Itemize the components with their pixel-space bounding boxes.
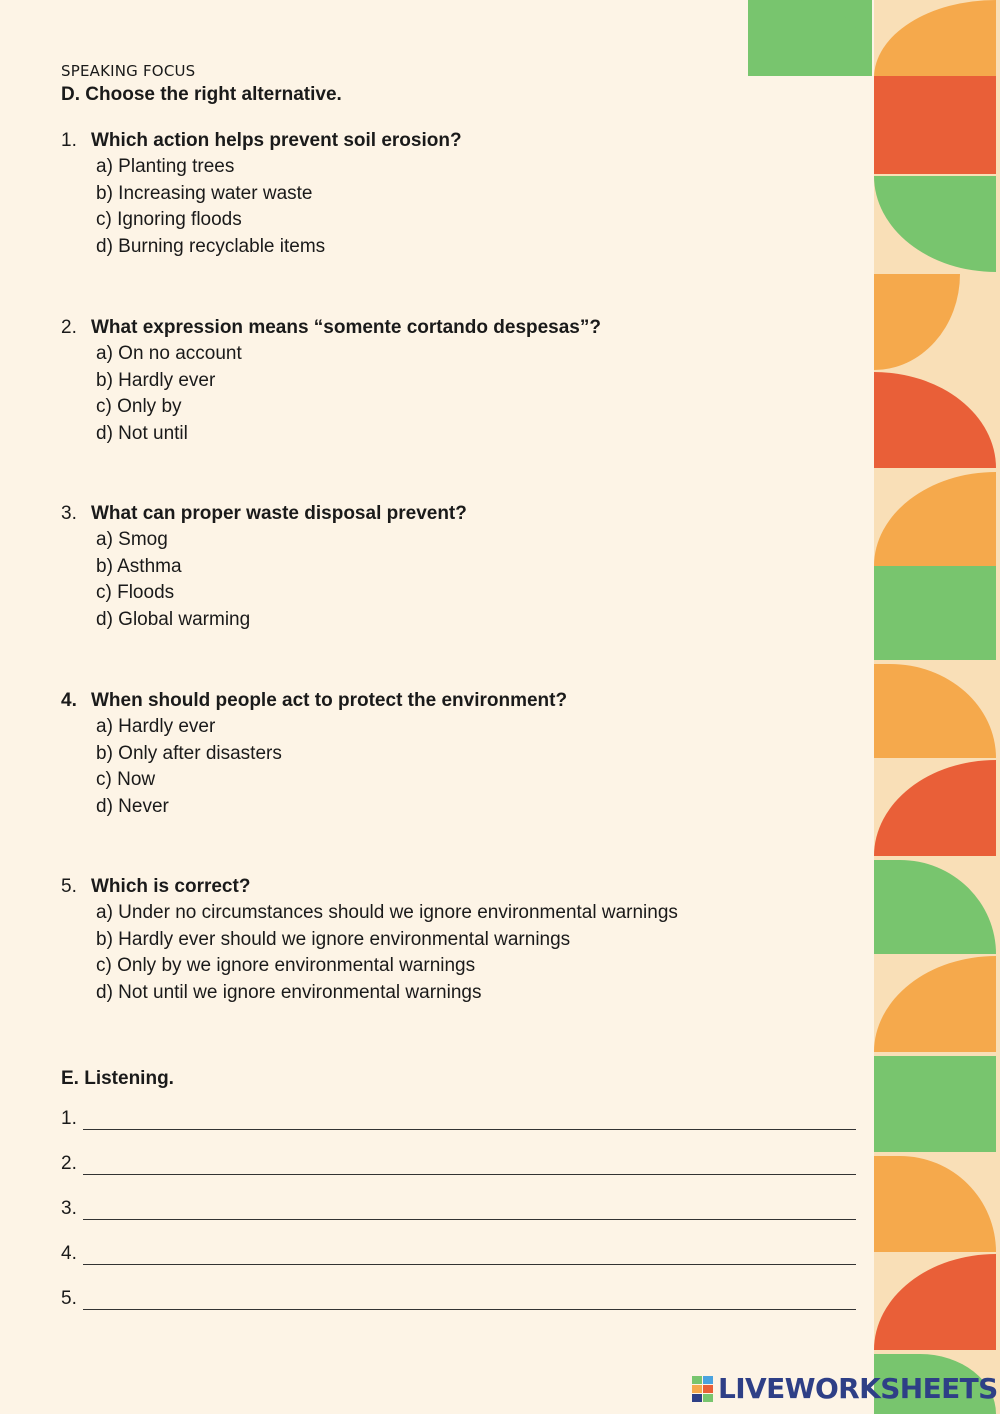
question-number: 3. [61, 503, 77, 524]
question-4 [61, 687, 821, 821]
option-c[interactable]: c) Floods [96, 582, 175, 604]
listening-line-4 [61, 1241, 856, 1267]
listening-line-1 [61, 1106, 856, 1132]
option-c[interactable]: c) Only by we ignore environmental warnings [96, 955, 476, 977]
option-d[interactable]: d) Burning recyclable items [96, 236, 326, 258]
option-c[interactable]: c) Only by [96, 396, 182, 418]
question-number: 1. [61, 130, 77, 151]
question-3 [61, 500, 821, 634]
answer-blank[interactable] [83, 1156, 856, 1175]
option-d[interactable]: d) Never [96, 796, 169, 818]
line-number: 5. [61, 1288, 77, 1309]
logo-text: LIVEWORKSHEETS [718, 1372, 998, 1405]
question-1 [61, 127, 821, 261]
question-text: When should people act to protect the environment? [91, 690, 568, 711]
option-a[interactable]: a) Planting trees [96, 156, 235, 177]
question-2 [61, 314, 821, 448]
section-e-title: E. Listening. [61, 1068, 174, 1089]
logo-blocks-icon [692, 1376, 714, 1402]
line-number: 4. [61, 1243, 77, 1264]
option-b[interactable]: b) Asthma [96, 555, 182, 577]
answer-blank[interactable] [83, 1291, 856, 1310]
question-5 [61, 873, 821, 1007]
answer-blank[interactable] [83, 1111, 856, 1130]
option-d[interactable]: d) Not until we ignore environmental warnings [96, 982, 482, 1004]
option-c[interactable]: c) Now [96, 769, 156, 791]
listening-line-3 [61, 1196, 856, 1222]
option-b[interactable]: b) Only after disasters [96, 742, 282, 764]
option-c[interactable]: c) Ignoring floods [96, 209, 242, 231]
line-number: 3. [61, 1198, 77, 1219]
option-b[interactable]: b) Hardly ever [96, 369, 216, 391]
question-text: Which is correct? [91, 876, 251, 897]
option-b[interactable]: b) Hardly ever should we ignore environmental warnings [96, 928, 571, 950]
option-a[interactable]: a) Under no circumstances should we ignore environmental warnings [96, 902, 678, 923]
option-a[interactable]: a) Hardly ever [96, 716, 216, 737]
option-d[interactable]: d) Not until [96, 423, 188, 445]
section-label: SPEAKING FOCUS [61, 62, 196, 80]
question-number: 5. [61, 876, 77, 897]
line-number: 1. [61, 1108, 77, 1129]
answer-blank[interactable] [83, 1201, 856, 1220]
option-d[interactable]: d) Global warming [96, 609, 251, 631]
option-a[interactable]: a) Smog [96, 529, 168, 550]
line-number: 2. [61, 1153, 77, 1174]
listening-line-5 [61, 1286, 856, 1312]
option-b[interactable]: b) Increasing water waste [96, 182, 313, 204]
question-number: 4. [61, 690, 77, 711]
question-text: What can proper waste disposal prevent? [91, 503, 467, 524]
listening-line-2 [61, 1151, 856, 1177]
question-number: 2. [61, 317, 77, 338]
question-text: Which action helps prevent soil erosion? [91, 130, 462, 151]
section-d-title: D. Choose the right alternative. [61, 84, 342, 105]
option-a[interactable]: a) On no account [96, 343, 242, 364]
question-text: What expression means “somente cortando despesas”? [91, 317, 601, 338]
liveworksheets-logo[interactable] [692, 1372, 998, 1405]
answer-blank[interactable] [83, 1246, 856, 1265]
